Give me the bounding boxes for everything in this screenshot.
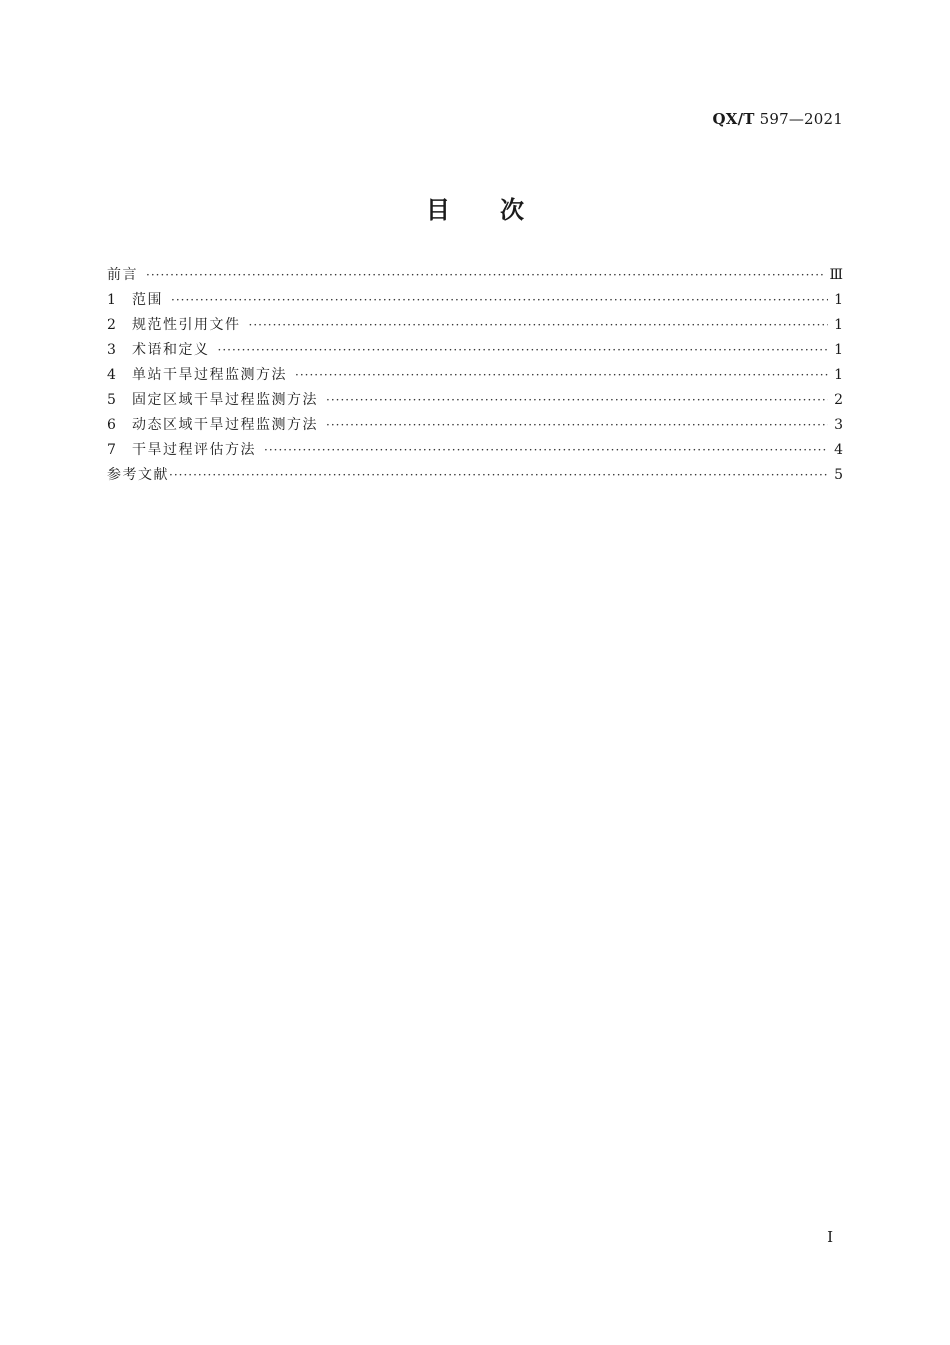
toc-leader-dots: [169, 463, 828, 488]
toc-entry-5[interactable]: [107, 388, 843, 413]
toc-entry-6[interactable]: [107, 413, 843, 438]
toc-leader-dots: [249, 313, 829, 338]
toc-entry-label: 前言: [107, 267, 138, 283]
toc-entry-page: 5: [834, 467, 843, 483]
toc-entry-number: 7: [107, 442, 116, 458]
toc-entry-number: 5: [107, 392, 116, 408]
toc-entry-label: 参考文献: [107, 467, 169, 483]
toc-leader-dots: [171, 288, 828, 313]
toc-leader-dots: [264, 438, 828, 463]
toc-entry-foreword[interactable]: [107, 263, 843, 288]
toc-entry-number: 4: [107, 367, 116, 383]
toc-entry-label: 单站干旱过程监测方法: [132, 367, 287, 383]
toc-entry-page: 4: [834, 442, 843, 458]
table-of-contents: [107, 263, 843, 488]
toc-entry-7[interactable]: [107, 438, 843, 463]
toc-entry-3[interactable]: [107, 338, 843, 363]
toc-leader-dots: [218, 338, 829, 363]
standard-prefix: QX/T: [712, 110, 755, 128]
toc-leader-dots: [326, 388, 828, 413]
toc-entry-page: 3: [834, 417, 843, 433]
toc-leader-dots: [295, 363, 828, 388]
toc-entry-page: 2: [834, 392, 843, 408]
toc-entry-label: 干旱过程评估方法: [132, 442, 256, 458]
toc-entry-label: 规范性引用文件: [132, 317, 241, 333]
toc-entry-label: 固定区域干旱过程监测方法: [132, 392, 318, 408]
toc-leader-dots: [146, 263, 823, 288]
toc-entry-page: 1: [834, 292, 843, 308]
toc-entry-4[interactable]: [107, 363, 843, 388]
toc-entry-page: 1: [834, 342, 843, 358]
toc-entry-label: 动态区域干旱过程监测方法: [132, 417, 318, 433]
toc-entry-number: 1: [107, 292, 116, 308]
toc-entry-2[interactable]: [107, 313, 843, 338]
toc-entry-page: 1: [834, 367, 843, 383]
toc-entry-label: 范围: [132, 292, 163, 308]
toc-entry-label: 术语和定义: [132, 342, 210, 358]
standard-code: [712, 110, 843, 128]
page-number: Ⅰ: [827, 1228, 833, 1246]
toc-entry-number: 3: [107, 342, 116, 358]
page-title: 目次: [426, 196, 574, 224]
toc-entry-number: 2: [107, 317, 116, 333]
toc-entry-1[interactable]: [107, 288, 843, 313]
toc-entry-number: 6: [107, 417, 116, 433]
toc-entry-references[interactable]: [107, 463, 843, 488]
toc-leader-dots: [326, 413, 828, 438]
toc-entry-page: 1: [834, 317, 843, 333]
toc-entry-page: Ⅲ: [829, 267, 843, 283]
standard-number: 597—2021: [759, 110, 843, 128]
